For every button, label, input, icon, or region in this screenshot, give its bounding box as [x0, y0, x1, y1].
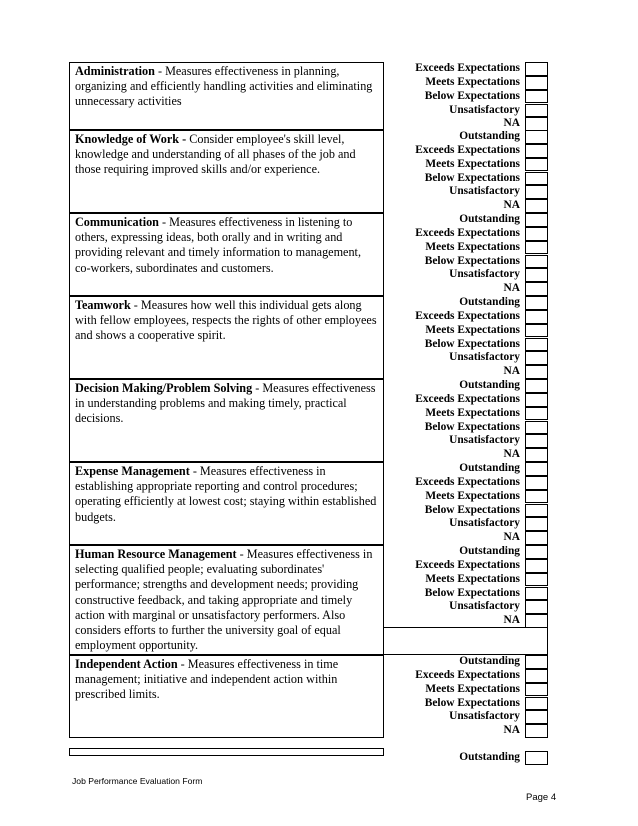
- rating-row: [384, 241, 548, 255]
- rating-row: [384, 76, 548, 90]
- rating-checkbox[interactable]: [525, 365, 548, 379]
- rating-checkbox[interactable]: [525, 710, 548, 724]
- rating-row: [384, 559, 548, 573]
- rating-row: [384, 199, 548, 213]
- rating-checkbox[interactable]: [525, 172, 548, 186]
- rating-checkbox[interactable]: [525, 573, 548, 587]
- rating-label: NA: [503, 724, 520, 737]
- rating-label: Exceeds Expectations: [415, 226, 520, 239]
- rating-checkbox[interactable]: [525, 310, 548, 324]
- rating-label: Exceeds Expectations: [415, 143, 520, 156]
- rating-row: [384, 476, 548, 490]
- title-separator: -: [130, 298, 141, 312]
- rating-checkbox[interactable]: [525, 697, 548, 711]
- rating-label: NA: [503, 365, 520, 378]
- criterion-text: Measures effectiveness in time management; initiative and independent action within prescribed limits.: [75, 657, 339, 702]
- rating-checkbox[interactable]: [525, 434, 548, 448]
- rating-row: [384, 158, 548, 172]
- rating-row: [384, 296, 548, 310]
- rating-checkbox[interactable]: [525, 338, 548, 352]
- rating-checkbox[interactable]: [525, 448, 548, 462]
- rating-label: Below Expectations: [424, 420, 520, 433]
- rating-checkbox[interactable]: [525, 517, 548, 531]
- rating-checkbox[interactable]: [525, 76, 548, 90]
- rating-label: Meets Expectations: [425, 682, 520, 695]
- rating-checkbox[interactable]: [525, 462, 548, 476]
- rating-checkbox[interactable]: [525, 559, 548, 573]
- rating-label: Meets Expectations: [425, 75, 520, 88]
- rating-label: Meets Expectations: [425, 489, 520, 502]
- criterion-description: [69, 545, 384, 655]
- criterion-title: Decision Making/Problem Solving: [75, 381, 253, 395]
- rating-label: Outstanding: [459, 379, 520, 391]
- rating-label: Unsatisfactory: [449, 351, 520, 364]
- rating-label: NA: [503, 448, 520, 461]
- rating-row: [384, 62, 548, 76]
- criterion-description: [69, 462, 384, 545]
- rating-row: [384, 462, 548, 476]
- criterion-description: [69, 130, 384, 213]
- rating-label: Exceeds Expectations: [415, 668, 520, 681]
- title-separator: -: [189, 464, 200, 478]
- rating-label: Unsatisfactory: [449, 434, 520, 447]
- rating-label: Outstanding: [459, 296, 520, 308]
- next-section-description: [69, 748, 384, 756]
- rating-label: Unsatisfactory: [449, 710, 520, 723]
- criterion-description: [69, 655, 384, 738]
- rating-checkbox[interactable]: [525, 90, 548, 104]
- rating-checkbox[interactable]: [525, 255, 548, 269]
- criterion-title: Expense Management: [75, 464, 190, 478]
- rating-row: [384, 407, 548, 421]
- rating-checkbox[interactable]: [525, 393, 548, 407]
- rating-checkbox[interactable]: [525, 655, 548, 669]
- rating-label: Outstanding: [459, 545, 520, 557]
- criterion-title: Human Resource Management: [75, 547, 237, 561]
- rating-label: Exceeds Expectations: [415, 475, 520, 488]
- rating-row: [384, 697, 548, 711]
- rating-label: Unsatisfactory: [449, 600, 520, 613]
- rating-row: [384, 573, 548, 587]
- rating-checkbox[interactable]: [525, 158, 548, 172]
- rating-label: Meets Expectations: [425, 406, 520, 419]
- rating-checkbox[interactable]: [525, 751, 548, 765]
- rating-row: [384, 255, 548, 269]
- rating-label: Exceeds Expectations: [415, 62, 520, 74]
- rating-checkbox[interactable]: [525, 296, 548, 310]
- rating-row: [384, 338, 548, 352]
- rating-label: Outstanding: [459, 130, 520, 142]
- rating-label: Outstanding: [459, 462, 520, 474]
- criterion-title: Knowledge of Work -: [75, 132, 187, 146]
- rating-checkbox[interactable]: [525, 268, 548, 282]
- rating-row: [384, 504, 548, 518]
- rating-checkbox[interactable]: [525, 407, 548, 421]
- rating-checkbox[interactable]: [525, 213, 548, 227]
- rating-label: Exceeds Expectations: [415, 392, 520, 405]
- rating-label: Below Expectations: [424, 696, 520, 709]
- rating-checkbox[interactable]: [525, 185, 548, 199]
- rating-label: NA: [503, 531, 520, 544]
- rating-checkbox[interactable]: [525, 724, 548, 738]
- rating-row: [384, 421, 548, 435]
- rating-checkbox[interactable]: [525, 241, 548, 255]
- rating-row: [384, 545, 548, 559]
- criterion-text: Measures effectiveness in listening to others, expressing ideas, both orally and in writing and providing relevant and timely information to management, co-workers, subordinates and customers.: [75, 215, 361, 275]
- title-separator: -: [236, 547, 247, 561]
- criterion-title: Teamwork: [75, 298, 131, 312]
- rating-row: [384, 531, 548, 545]
- rating-row: [384, 185, 548, 199]
- rating-checkbox[interactable]: [525, 531, 548, 545]
- rating-checkbox[interactable]: [525, 227, 548, 241]
- hr-rating-spacer: [384, 627, 548, 655]
- rating-row: [384, 130, 548, 144]
- rating-checkbox[interactable]: [525, 351, 548, 365]
- criterion-text: Measures effectiveness in planning, organizing and efficiently handling activities and eliminating unnecessary activities: [75, 64, 373, 109]
- rating-label: Below Expectations: [424, 254, 520, 267]
- rating-label: Below Expectations: [424, 586, 520, 599]
- rating-label: NA: [503, 614, 520, 627]
- rating-label: Outstanding: [459, 213, 520, 225]
- rating-label: Outstanding: [459, 655, 520, 667]
- rating-label: Unsatisfactory: [449, 103, 520, 116]
- rating-row: [384, 379, 548, 393]
- rating-checkbox[interactable]: [525, 669, 548, 683]
- rating-label: Outstanding: [459, 751, 520, 763]
- title-separator: -: [154, 64, 166, 78]
- rating-checkbox[interactable]: [525, 199, 548, 213]
- rating-row: [384, 351, 548, 365]
- rating-checkbox[interactable]: [525, 324, 548, 338]
- criterion-description: [69, 213, 384, 296]
- page-number: Page 4: [526, 792, 557, 803]
- criterion-text: Measures how well this individual gets along with fellow employees, respects the rights of other employees and shows a cooperative spirit.: [75, 298, 377, 343]
- title-separator: -: [177, 657, 188, 671]
- rating-row: [384, 365, 548, 379]
- rating-label: Unsatisfactory: [449, 185, 520, 198]
- title-separator: -: [158, 215, 170, 229]
- rating-row: [384, 655, 548, 669]
- rating-label: Meets Expectations: [425, 323, 520, 336]
- rating-checkbox[interactable]: [525, 545, 548, 559]
- rating-checkbox[interactable]: [525, 587, 548, 601]
- rating-label: Meets Expectations: [425, 572, 520, 585]
- rating-checkbox[interactable]: [525, 683, 548, 697]
- rating-checkbox[interactable]: [525, 490, 548, 504]
- rating-label: NA: [503, 199, 520, 212]
- rating-row: [384, 268, 548, 282]
- rating-row: [384, 172, 548, 186]
- rating-label: NA: [503, 282, 520, 295]
- rating-row: [384, 282, 548, 296]
- rating-row: [384, 490, 548, 504]
- rating-checkbox[interactable]: [525, 421, 548, 435]
- rating-label: Below Expectations: [424, 171, 520, 184]
- rating-row: [384, 724, 548, 738]
- rating-label: Exceeds Expectations: [415, 309, 520, 322]
- rating-label: Below Expectations: [424, 89, 520, 102]
- rating-row: [384, 393, 548, 407]
- rating-row: [384, 324, 548, 338]
- rating-row: [384, 104, 548, 118]
- rating-row: [384, 517, 548, 531]
- criterion-description: [69, 379, 384, 462]
- rating-checkbox[interactable]: [525, 62, 548, 76]
- rating-row: [384, 587, 548, 601]
- rating-checkbox[interactable]: [525, 600, 548, 614]
- rating-checkbox[interactable]: [525, 282, 548, 296]
- rating-row: [384, 614, 548, 628]
- title-separator: -: [252, 381, 263, 395]
- rating-row: [384, 227, 548, 241]
- rating-checkbox[interactable]: [525, 144, 548, 158]
- criterion-title: Independent Action: [75, 657, 178, 671]
- rating-row: [384, 434, 548, 448]
- rating-label: Exceeds Expectations: [415, 558, 520, 571]
- rating-label: Unsatisfactory: [449, 268, 520, 281]
- rating-row: [384, 710, 548, 724]
- rating-label: Below Expectations: [424, 503, 520, 516]
- rating-label: Below Expectations: [424, 337, 520, 350]
- rating-checkbox[interactable]: [525, 504, 548, 518]
- rating-checkbox[interactable]: [525, 379, 548, 393]
- criterion-description: [69, 296, 384, 379]
- criterion-title: Administration: [75, 64, 155, 78]
- criterion-text: Measures effectiveness in understanding problems and making timely, practical decisions.: [75, 381, 376, 426]
- rating-label: Meets Expectations: [425, 157, 520, 170]
- rating-checkbox[interactable]: [525, 614, 548, 628]
- rating-checkbox[interactable]: [525, 130, 548, 144]
- rating-label: NA: [503, 117, 520, 130]
- criterion-text: Measures effectiveness in establishing appropriate reporting and control procedures; operating efficiently at lowest cost; staying within established budgets.: [75, 464, 377, 524]
- form-name: Job Performance Evaluation Form: [72, 776, 203, 786]
- rating-row: [384, 90, 548, 104]
- rating-label: Meets Expectations: [425, 240, 520, 253]
- rating-row: [384, 310, 548, 324]
- rating-row: [384, 144, 548, 158]
- criterion-title: Communication: [75, 215, 159, 229]
- criterion-description: [69, 62, 384, 130]
- rating-row: [384, 683, 548, 697]
- criterion-text: Consider employee's skill level, knowledge and understanding of all phases of the job and those requiring improved skills and/or experience.: [75, 132, 356, 177]
- rating-checkbox[interactable]: [525, 476, 548, 490]
- rating-row: [384, 669, 548, 683]
- rating-row: [384, 448, 548, 462]
- rating-checkbox[interactable]: [525, 104, 548, 118]
- rating-label: Unsatisfactory: [449, 517, 520, 530]
- rating-row: [384, 213, 548, 227]
- rating-row: [384, 600, 548, 614]
- criterion-text: Measures effectiveness in selecting qualified people; evaluating subordinates' performance; strengths and development needs; providing constructive feedback, and taking appropriate and timely action with marginal or unsatisfactory performers. Also considers efforts to further the university goal of equal employment opportunity.: [75, 547, 373, 653]
